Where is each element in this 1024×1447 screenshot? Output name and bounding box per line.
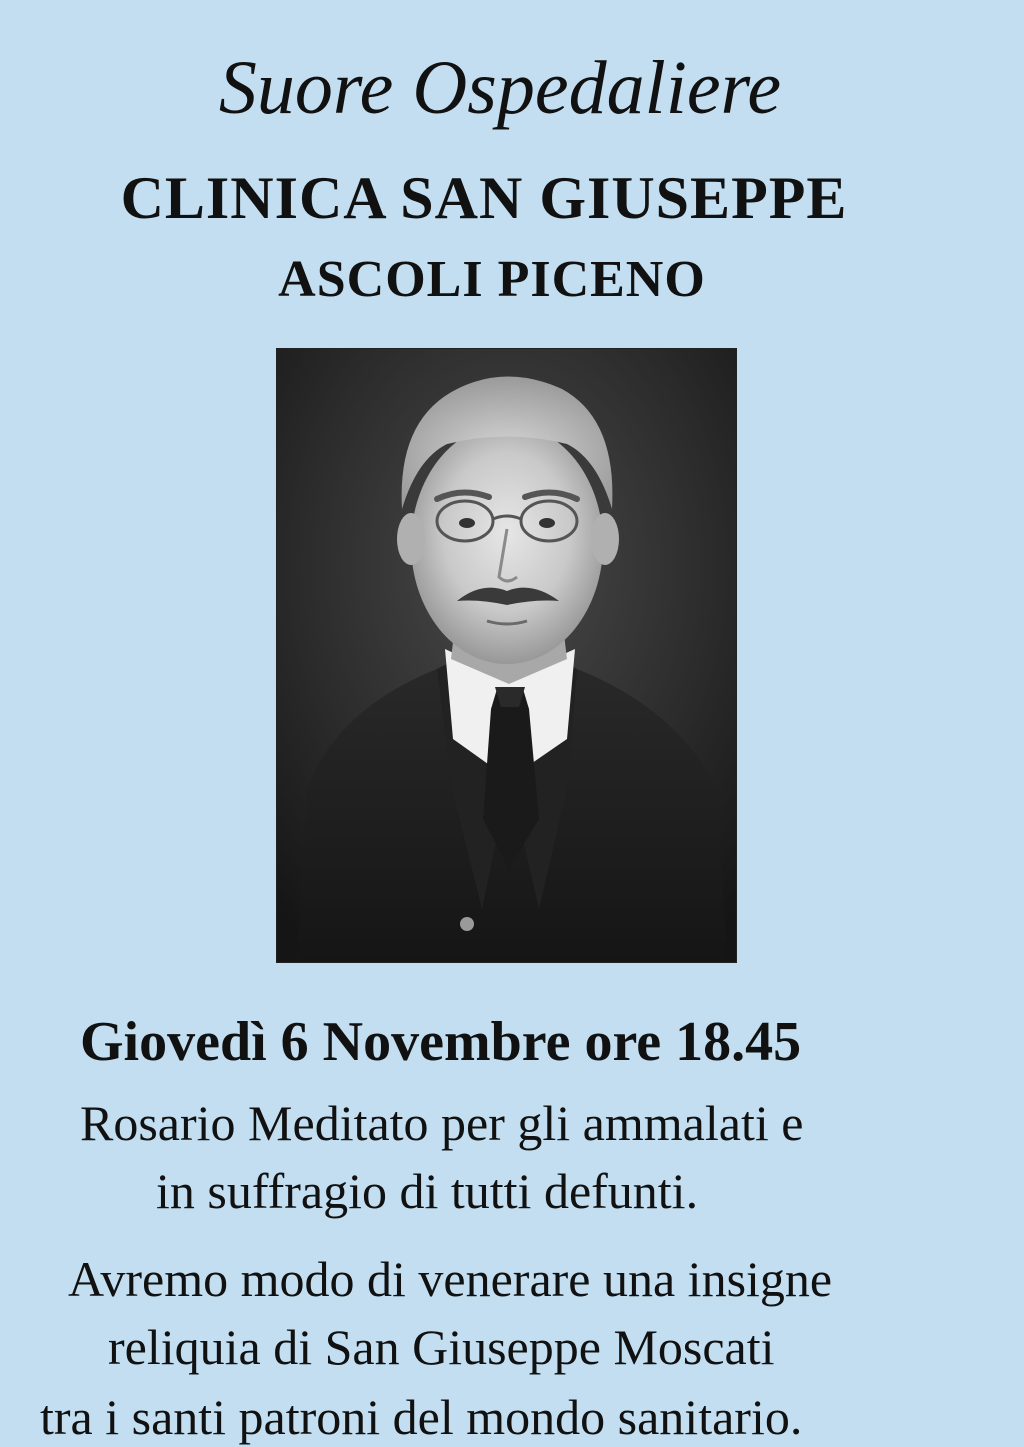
event-text-line-5: tra i santi patroni del mondo sanitario. <box>40 1389 803 1445</box>
event-text-line-1: Rosario Meditato per gli ammalati e <box>80 1095 804 1151</box>
event-text-line-3: Avremo modo di venerare una insigne <box>68 1251 833 1307</box>
institution-title <box>0 165 1024 231</box>
organization-title-text: Suore Ospedaliere <box>218 46 782 130</box>
city-title-text: ASCOLI PICENO <box>278 251 706 308</box>
event-text-line-2: in suffragio di tutti defunti. <box>156 1163 699 1219</box>
portrait-illustration <box>277 349 737 963</box>
organization-title <box>0 46 1024 130</box>
event-date-time: Giovedì 6 Novembre ore 18.45 <box>80 1011 802 1073</box>
institution-title-text: CLINICA SAN GIUSEPPE <box>120 165 848 231</box>
event-text-line-4: reliquia di San Giuseppe Moscati <box>108 1319 775 1375</box>
portrait-photo <box>276 348 737 963</box>
city-title <box>0 251 1024 308</box>
